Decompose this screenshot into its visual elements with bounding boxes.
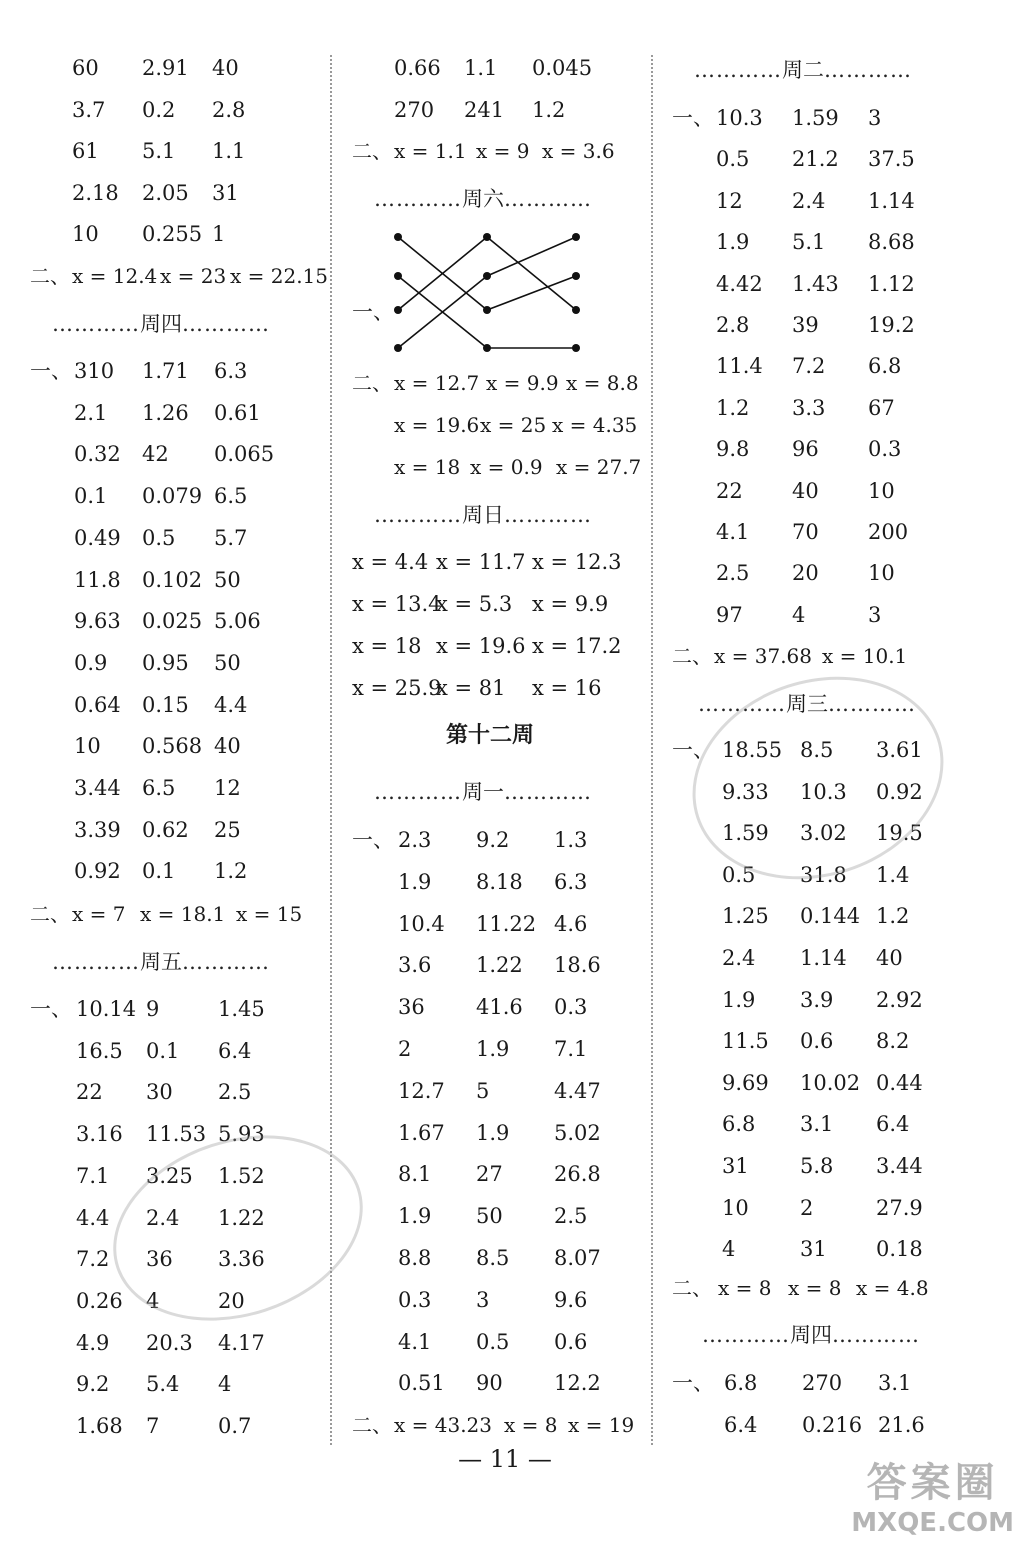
answer-value: 1.9 [722, 987, 756, 1012]
answer-value: 0.3 [554, 995, 588, 1020]
answer-value: 5.1 [792, 230, 826, 255]
answer-value: 5.4 [146, 1372, 180, 1397]
part2-row: 二、 x = 12.4 x = 23 x = 22.15 [30, 264, 329, 288]
answer-value: 1.43 [792, 271, 839, 296]
answer-value: 0.255 [142, 222, 203, 247]
answer-value: 18.55 [722, 738, 783, 762]
answer-value: 9.63 [74, 609, 121, 634]
answer-value: 8.5 [476, 1246, 510, 1270]
answer-value: 0.51 [398, 1371, 445, 1396]
part1-label: 一、 [672, 738, 714, 762]
answer-value: 36 [398, 995, 425, 1020]
answer-value: 200 [868, 520, 909, 544]
answer-value: 30 [146, 1080, 173, 1105]
answer-value: 3.7 [72, 97, 106, 122]
part2-row: 二、 x = 8 x = 8 x = 4.8 [672, 1276, 929, 1300]
answer-value: 1.2 [716, 395, 750, 420]
part2-row: 二、 x = 43.23 x = 8 x = 19 [352, 1413, 635, 1437]
answer-value: 22 [76, 1080, 103, 1105]
answer-value: 10 [722, 1195, 749, 1220]
answer-value: 1.9 [398, 1204, 432, 1229]
answer-value: 1.9 [716, 230, 750, 255]
answer-value: 25 [214, 817, 241, 842]
answer-value: 2.91 [142, 56, 189, 80]
answer-value: 1.3 [554, 828, 588, 852]
answer-value: 0.3 [398, 1287, 432, 1312]
answer-value: 3.1 [800, 1112, 834, 1137]
answer-column-2: 0.66 1.1 0.045 270 241 1.2 二、 x = 1.1 x = 9 x = 3.6 …………周六………… 一、 二、 x = 12.7 x = 9.9 x = 8.8 x = 19.6 x = 25 x = 4.35 x = 18 x = 0.9 x = 27.7 …………周日………… x = 4.4 x = 11.7 x = 12.3 x = 13.4 x = 5.3 x = 9.9 x = 18 x = 19.6 x = 17.2 x = 25.9 x = 81 x = 16 第十二周 …………周一………… 一、 2.3 9.2 1.3 1.9 8.18 6.3 10.4 11.22 4.6 3.6 1.22 18.6 36 41.6 0.3 2 1.9 7.1 12.7 5 4.47 1.67 1.9 5.02 8.1 27 26.8 1.9 50 2.5 8.8 8.5 8.07 0.3 3 9.6 4.1 0.5 0.6 0.51 90 12.2 二、 x = 43.23 x = 8 x = 19 [352, 56, 642, 1437]
answer-value: 0.102 [142, 567, 203, 592]
answer-value: 1.45 [218, 997, 265, 1021]
answer-value: 5.7 [214, 525, 248, 550]
answer-value: 18.6 [554, 953, 601, 978]
answer-value: 4.1 [398, 1329, 432, 1354]
answer-value: x = 16 [532, 676, 602, 700]
answer-value: 11.53 [146, 1122, 207, 1147]
answer-value: 5.1 [142, 139, 176, 164]
answer-value: 2.1 [74, 400, 108, 425]
answer-value: 0.15 [142, 692, 189, 717]
answer-value: 2.3 [398, 828, 432, 852]
answer-value: 12.2 [554, 1371, 601, 1396]
answer-value: 8.5 [800, 738, 834, 762]
answer-value: x = 17.2 [532, 634, 622, 658]
answer-value: 4.47 [554, 1078, 601, 1103]
answer-value: 0.64 [74, 692, 121, 717]
answer-value: 5.02 [554, 1120, 601, 1145]
answer-value: 3.9 [800, 987, 834, 1012]
section-header-friday: …………周五………… [52, 950, 270, 974]
answer-value: 50 [214, 567, 241, 592]
answer-value: 4.42 [716, 271, 763, 296]
answer-value: 6.8 [868, 354, 902, 379]
answer-value: 10 [72, 222, 99, 247]
part1-label: 一、 [672, 1371, 714, 1395]
answer-value: 1.2 [214, 859, 248, 884]
answer-value: 8.68 [868, 230, 915, 255]
answer-value: 0.3 [868, 437, 902, 462]
answer-value: 11.22 [476, 911, 537, 936]
answer-value: x = 12.3 [532, 550, 622, 574]
answer-value: 10 [868, 561, 895, 586]
answer-value: 37.5 [868, 147, 915, 172]
answer-value: 1.22 [476, 953, 523, 978]
answer-value: 3 [868, 602, 882, 627]
answer-value: 31 [212, 180, 239, 205]
section-header-wednesday: …………周三………… [698, 692, 916, 716]
answer-value: 2.4 [722, 946, 756, 970]
answer-value: 0.49 [74, 525, 121, 550]
part2-row: 二、 x = 1.1 x = 9 x = 3.6 [352, 139, 615, 163]
answer-value: 19.5 [876, 821, 923, 846]
answer-value: 67 [868, 395, 895, 420]
answer-value: 61 [72, 139, 99, 164]
answer-value: 40 [214, 734, 241, 759]
answer-value: 6.4 [876, 1112, 910, 1137]
part1-label: 一、 [352, 300, 394, 324]
answer-value: 26.8 [554, 1162, 601, 1187]
answer-row [352, 826, 588, 854]
answer-value: 0.1 [74, 484, 108, 509]
answer-value: 7.2 [792, 354, 826, 379]
section-header-thursday: …………周四………… [52, 312, 270, 336]
answer-value: 21.6 [878, 1412, 925, 1437]
page-number: — 11 — [458, 1445, 552, 1473]
answer-value: x = 9.9 [532, 592, 609, 616]
answer-value: 1.52 [218, 1163, 265, 1188]
answer-value: 3.1 [878, 1371, 912, 1395]
answer-value: 40 [212, 56, 239, 80]
answer-value: 3.61 [876, 738, 923, 762]
answer-value: 6.4 [724, 1412, 758, 1437]
answer-value: 10.3 [800, 779, 847, 804]
answer-value: 7.1 [554, 1037, 588, 1061]
answer-value: 0.32 [74, 442, 121, 467]
answer-value: 10.3 [716, 106, 763, 130]
answer-value: 2.18 [72, 180, 119, 205]
answer-value: 6.3 [554, 869, 588, 894]
answer-value: 19.2 [868, 313, 915, 337]
answer-value: 12 [716, 188, 743, 213]
answer-value: 20 [218, 1288, 245, 1313]
answer-value: 96 [792, 437, 819, 462]
week-title: 第十二周 [446, 723, 535, 748]
answer-value: 90 [476, 1371, 503, 1396]
answer-value: 3.36 [218, 1247, 265, 1272]
answer-value: 2.8 [716, 313, 750, 337]
answer-value: x = 11.7 [436, 550, 526, 574]
answer-value: 4 [722, 1237, 736, 1262]
answer-value: 8.2 [876, 1029, 910, 1054]
answer-value: x = 13.4 [352, 592, 442, 616]
answer-value: 0.1 [142, 859, 176, 884]
answer-value: 12 [214, 776, 241, 800]
answer-value: x = 81 [436, 676, 506, 700]
answer-value: x = 18 [352, 634, 422, 658]
answer-value: 3.3 [792, 395, 826, 420]
section-header-monday: …………周一………… [374, 780, 592, 804]
answer-value: 9.2 [76, 1372, 110, 1397]
answer-value: 39 [792, 313, 819, 337]
answer-value: 0.6 [554, 1329, 588, 1354]
answer-value: 0.66 [394, 56, 441, 80]
answer-row [672, 104, 882, 132]
answer-value: 6.5 [214, 484, 248, 509]
answer-value: 10.14 [76, 997, 137, 1021]
answer-value: 1.67 [398, 1120, 445, 1145]
section-header-saturday: …………周六………… [374, 187, 592, 211]
answer-value: 0.6 [800, 1029, 834, 1054]
answer-value: 31 [800, 1237, 827, 1262]
answer-value: 9.33 [722, 779, 769, 804]
answer-value: 8.18 [476, 869, 523, 894]
answer-value: 0.18 [876, 1237, 923, 1262]
answer-value: 2.5 [716, 561, 750, 586]
answer-value: x = 4.4 [352, 550, 429, 574]
answer-value: 0.5 [142, 525, 176, 550]
answer-value: 1.2 [532, 97, 566, 122]
answer-value: 0.95 [142, 650, 189, 675]
answer-value: 3 [868, 106, 882, 130]
answer-value: 1.1 [464, 56, 498, 80]
answer-value: 10.02 [800, 1070, 861, 1095]
answer-value: 1.25 [722, 904, 769, 929]
answer-value: 20.3 [146, 1330, 193, 1355]
answer-value: 0.62 [142, 817, 189, 842]
answer-value: 1.22 [218, 1205, 265, 1230]
answer-value: 2.4 [792, 188, 826, 213]
answer-value: 6.5 [142, 776, 176, 800]
answer-value: 0.5 [716, 147, 750, 172]
answer-value: 0.44 [876, 1070, 923, 1095]
answer-row [30, 995, 265, 1023]
answer-value: 3.02 [800, 821, 847, 846]
part1-label: 一、 [352, 828, 394, 852]
section-header-tuesday: …………周二………… [694, 58, 912, 82]
answer-value: 1 [212, 222, 226, 247]
part2-row: 二、 x = 37.68 x = 10.1 [672, 644, 908, 668]
site-watermark: 答案圈 MXQE.COM [851, 1460, 1014, 1538]
answer-value: 6.8 [724, 1371, 758, 1395]
answer-value: 1.9 [476, 1120, 510, 1145]
answer-value: 0.045 [532, 56, 593, 80]
answer-value: 1.59 [722, 821, 769, 846]
answer-value: 36 [146, 1247, 173, 1272]
answer-value: 270 [394, 97, 435, 122]
answer-value: 2.5 [218, 1080, 252, 1105]
answer-value: 9.8 [716, 437, 750, 462]
answer-value: 7 [146, 1414, 160, 1438]
answer-value: 1.9 [398, 869, 432, 894]
answer-value: 8.1 [398, 1162, 432, 1187]
answer-value: 42 [142, 442, 169, 467]
answer-value: 10.4 [398, 911, 445, 936]
answer-value: 1.26 [142, 400, 189, 425]
answer-value: 22 [716, 478, 743, 503]
answer-value: 0.5 [722, 862, 756, 887]
answer-value: 0.92 [74, 859, 121, 884]
answer-value: 4.9 [76, 1330, 110, 1355]
answer-value: 5.93 [218, 1122, 265, 1147]
answer-value: 1.14 [868, 188, 915, 213]
answer-value: 3.16 [76, 1122, 123, 1147]
answer-value: 50 [214, 650, 241, 675]
answer-value: 4 [146, 1288, 160, 1313]
answer-value: 2.8 [212, 97, 246, 122]
answer-value: 6.8 [722, 1112, 756, 1137]
answer-value: 12.7 [398, 1078, 445, 1103]
answer-value: 0.7 [218, 1414, 252, 1438]
answer-value: 0.26 [76, 1288, 123, 1313]
answer-value: 70 [792, 520, 819, 544]
answer-value: 11.5 [722, 1029, 769, 1054]
answer-value: 2 [800, 1195, 814, 1220]
answer-value: 60 [72, 56, 99, 80]
answer-value: 8.07 [554, 1246, 601, 1270]
answer-value: 5 [476, 1078, 490, 1103]
answer-value: 0.9 [74, 650, 108, 675]
answer-value: 11.8 [74, 567, 121, 592]
answer-value: 9 [146, 997, 160, 1021]
answer-value: 3.44 [74, 776, 121, 800]
answer-value: 0.61 [214, 400, 261, 425]
answer-value: 1.1 [212, 139, 246, 164]
answer-value: 1.71 [142, 359, 189, 383]
answer-value: 27.9 [876, 1195, 923, 1220]
answer-value: 9.6 [554, 1287, 588, 1312]
answer-value: 4 [792, 602, 806, 627]
answer-value: 0.025 [142, 609, 203, 634]
answer-value: 3.6 [398, 953, 432, 978]
answer-value: 40 [792, 478, 819, 503]
answer-value: 0.144 [800, 904, 861, 929]
answer-value: 0.065 [214, 442, 275, 467]
answer-value: 21.2 [792, 147, 839, 172]
answer-value: 9.2 [476, 828, 510, 852]
part2-row: 二、 x = 12.7 x = 9.9 x = 8.8 [352, 371, 639, 395]
answer-value: 0.079 [142, 484, 203, 509]
answer-value: 1.68 [76, 1414, 123, 1438]
answer-value: x = 5.3 [436, 592, 513, 616]
answer-value: 6.3 [214, 359, 248, 383]
answer-value: 1.14 [800, 946, 847, 970]
answer-value: 31.8 [800, 862, 847, 887]
part1-label: 一、 [30, 997, 72, 1021]
answer-value: 4.1 [716, 520, 750, 544]
answer-value: 11.4 [716, 354, 763, 379]
answer-value: 31 [722, 1154, 749, 1178]
answer-value: 2.92 [876, 987, 923, 1012]
answer-value: x = 19.6 [436, 634, 526, 658]
answer-value: 20 [792, 561, 819, 586]
answer-value: 50 [476, 1204, 503, 1229]
answer-value: 0.92 [876, 779, 923, 804]
answer-value: 4.17 [218, 1330, 265, 1355]
part1-label: 一、 [30, 359, 72, 383]
answer-value: 40 [876, 946, 903, 970]
answer-value: 10 [74, 734, 101, 759]
answer-value: 3.44 [876, 1154, 923, 1178]
answer-value: 1.4 [876, 862, 910, 887]
answer-value: 27 [476, 1162, 503, 1187]
answer-value: 1.59 [792, 106, 839, 130]
answer-value: 310 [74, 359, 115, 383]
section-header-sunday: …………周日………… [374, 503, 592, 527]
answer-value: 41.6 [476, 995, 523, 1020]
answer-value: 7.2 [76, 1247, 110, 1272]
column-divider [651, 55, 653, 1445]
answer-value: 16.5 [76, 1038, 123, 1063]
answer-value: 4.6 [554, 911, 588, 936]
answer-value: 8.8 [398, 1246, 432, 1270]
answer-value: 7.1 [76, 1163, 110, 1188]
answer-value: 0.216 [802, 1412, 863, 1437]
answer-value: 97 [716, 602, 743, 627]
answer-value: x = 25.9 [352, 676, 442, 700]
answer-value: 2.5 [554, 1204, 588, 1229]
answer-value: 9.69 [722, 1070, 769, 1095]
answer-value: 0.5 [476, 1329, 510, 1354]
answer-value: 3.39 [74, 817, 121, 842]
answer-value: 1.9 [476, 1037, 510, 1061]
section-header-thursday: …………周四………… [702, 1323, 920, 1347]
part1-label: 一、 [672, 106, 714, 130]
answer-value: 5.8 [800, 1154, 834, 1178]
answer-value: 0.2 [142, 97, 176, 122]
answer-value: 4.4 [214, 692, 248, 717]
answer-value: 270 [802, 1371, 843, 1395]
answer-value: 3 [476, 1287, 490, 1312]
answer-value: 6.4 [218, 1038, 252, 1063]
answer-value: 0.1 [146, 1038, 180, 1063]
answer-row [672, 1369, 912, 1397]
part2-row: 二、 x = 7 x = 18.1 x = 15 [30, 902, 303, 926]
answer-value: 2.05 [142, 180, 189, 205]
answer-value: 4.4 [76, 1205, 110, 1230]
answer-value: 10 [868, 478, 895, 503]
answer-value: 241 [464, 97, 505, 122]
answer-row [30, 357, 248, 385]
answer-value: 1.12 [868, 271, 915, 296]
matching-lines-diagram [390, 228, 590, 358]
answer-value: 0.568 [142, 734, 203, 759]
answer-value: 2 [398, 1037, 412, 1061]
answer-value: 5.06 [214, 609, 261, 634]
answer-value: 4 [218, 1372, 232, 1397]
answer-value: 2.4 [146, 1205, 180, 1230]
answer-value: 3.25 [146, 1163, 193, 1188]
answer-value: 1.2 [876, 904, 910, 929]
